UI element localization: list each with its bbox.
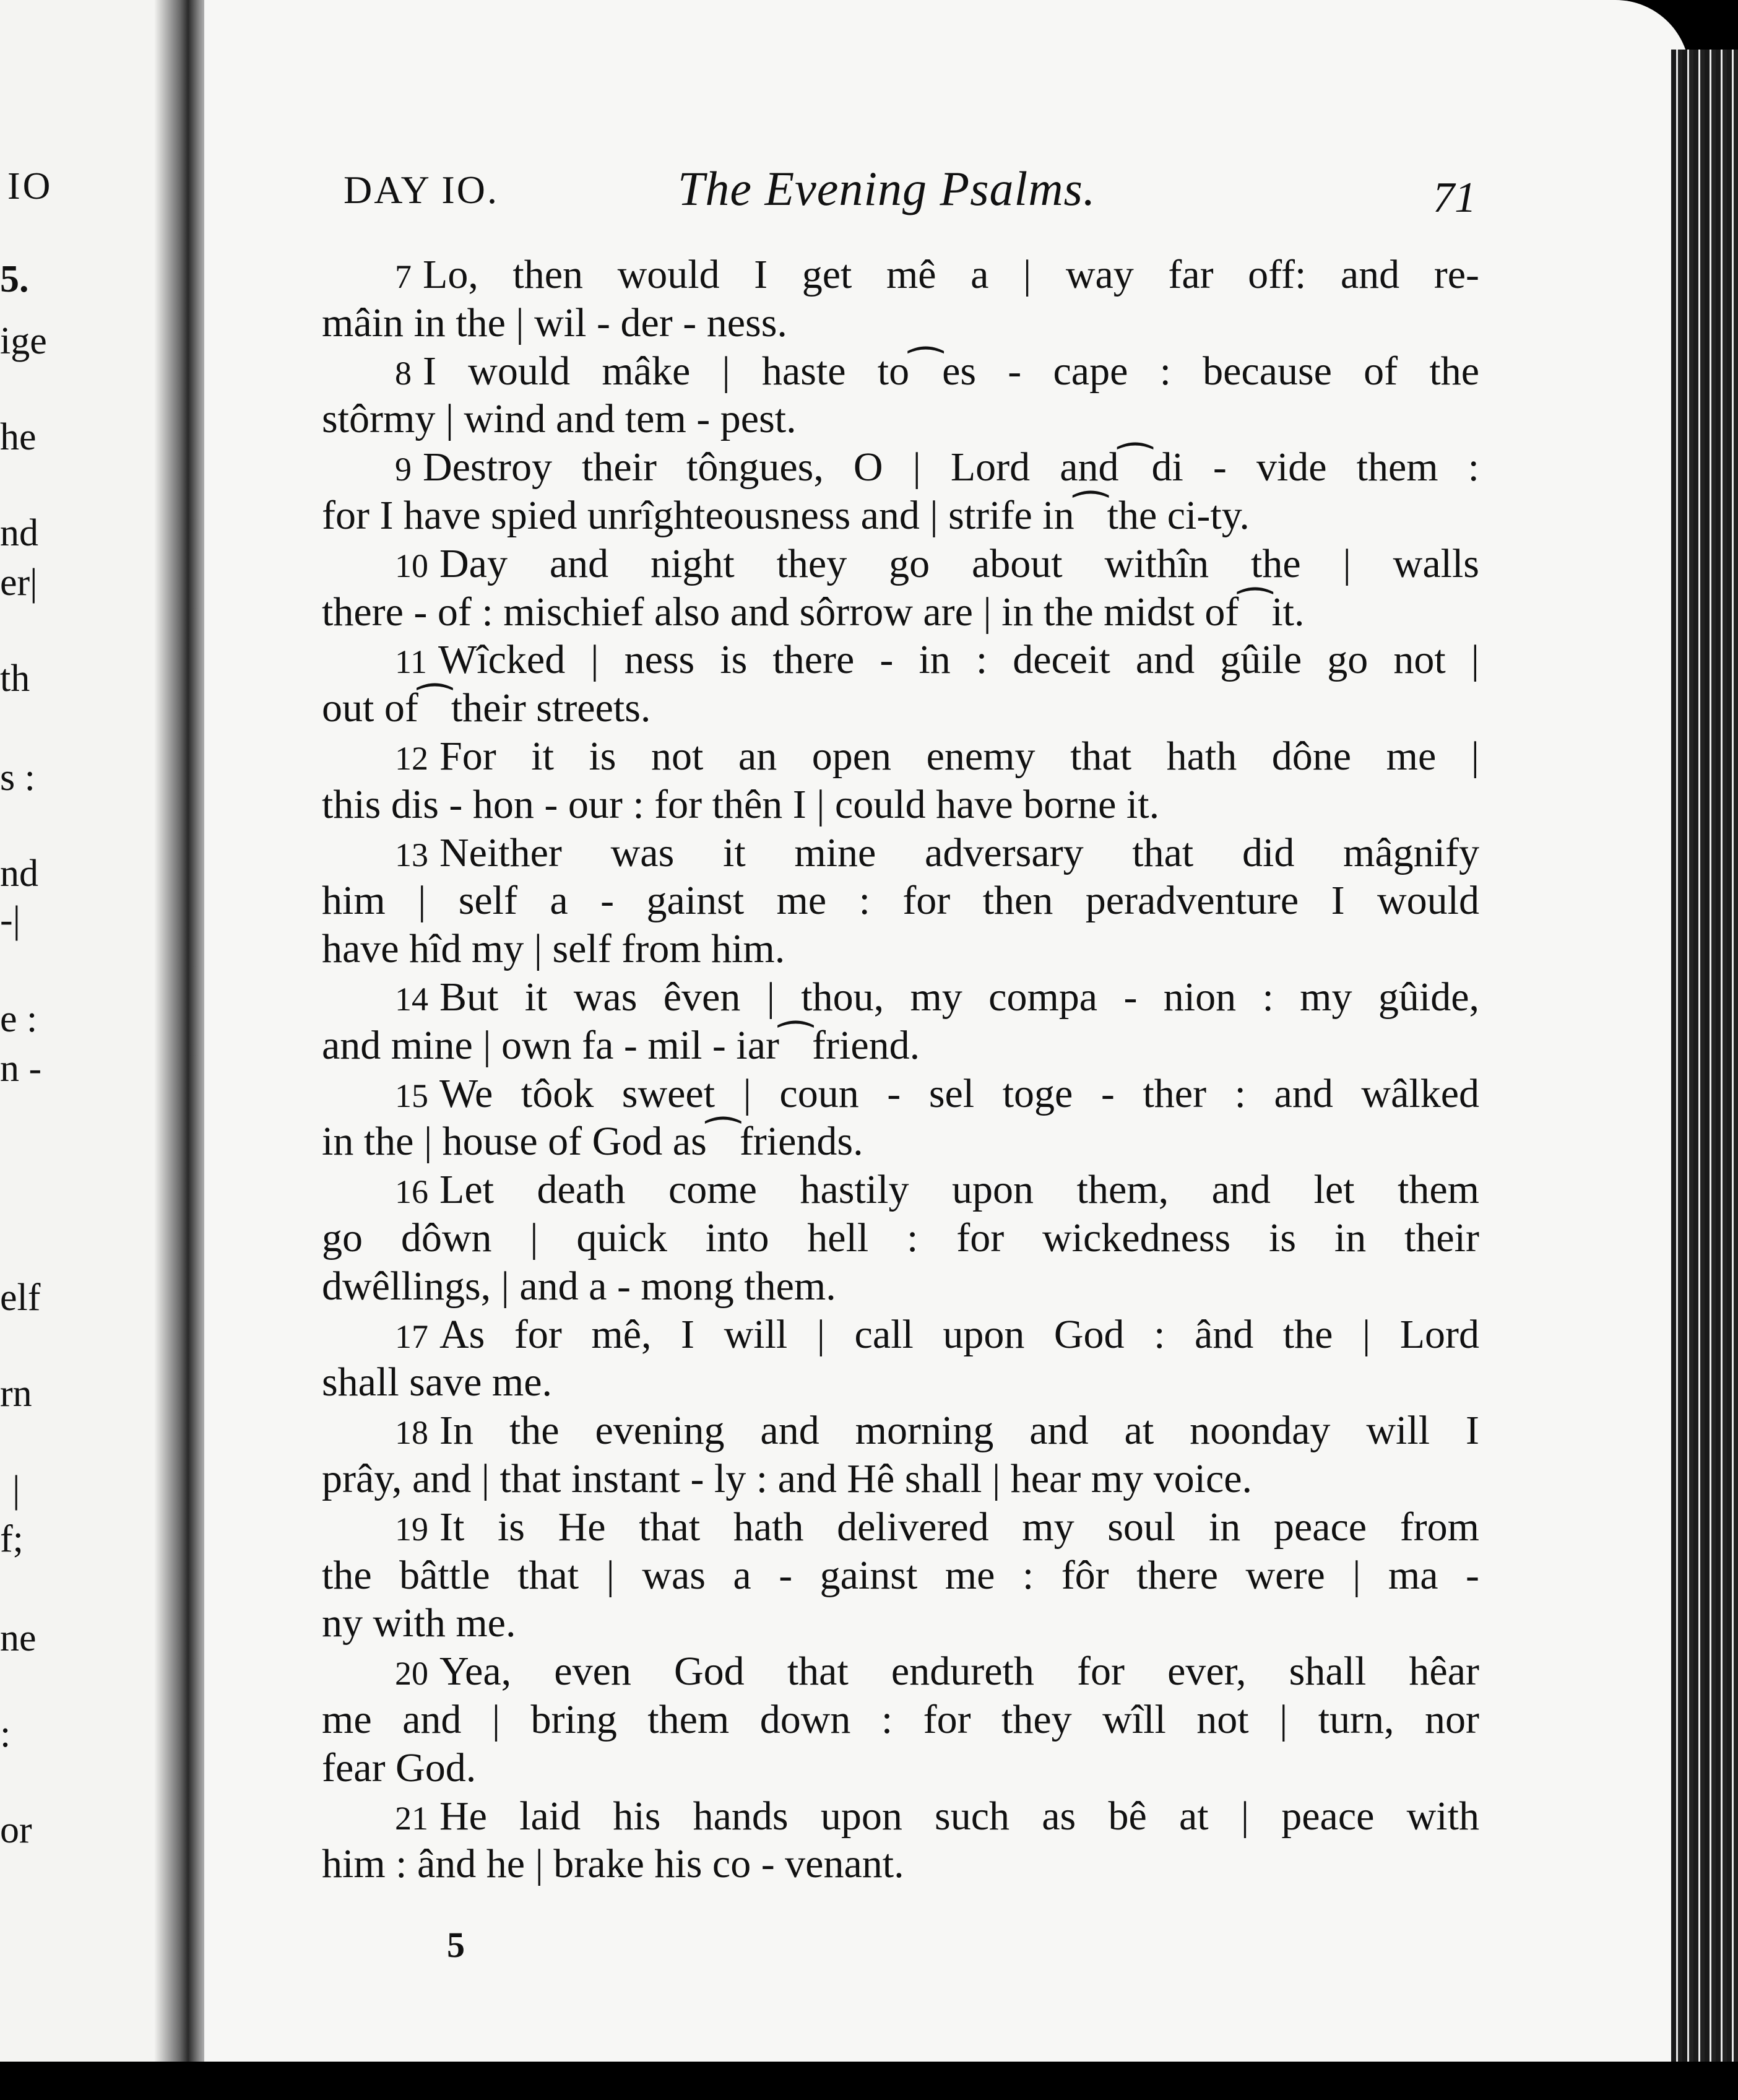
- verse-text: We tôok sweet | coun - sel toge - ther : and wâlked: [439, 1070, 1479, 1116]
- left-fragment: :: [0, 1713, 11, 1755]
- left-fragment: or: [0, 1809, 32, 1851]
- verse-line: [322, 1022, 1479, 1070]
- day-label: DAY IO.: [344, 168, 499, 212]
- left-fragment: nd: [0, 512, 38, 554]
- verse-number: 20: [395, 1655, 428, 1693]
- verse-line: [322, 877, 1479, 925]
- verse-number: 15: [395, 1077, 428, 1114]
- left-fragment: IO: [7, 165, 53, 207]
- left-fragment: elf: [0, 1277, 41, 1319]
- verse-number: 16: [395, 1173, 428, 1211]
- verse-text: the bâttle that | was a - gainst me : fôr there were | ma -: [322, 1552, 1479, 1598]
- verse-text: go dôwn | quick into hell : for wickedness is in their: [322, 1215, 1479, 1260]
- verse-line: [322, 588, 1479, 636]
- verse-text: have hîd my | self from him.: [322, 926, 785, 972]
- left-fragment: rn: [0, 1373, 32, 1415]
- verse-text: Wîcked | ness is there - in : deceit and gûile go not |: [438, 637, 1479, 683]
- psalm-verses: [322, 251, 1479, 1888]
- verse-text: ny with me.: [322, 1600, 516, 1646]
- verse-line: [322, 973, 1479, 1022]
- verse-text: in the | house of God as⁀friends.: [322, 1119, 863, 1165]
- verse-text: For it is not an open enemy that hath dône me |: [439, 733, 1479, 779]
- verse-number: 21: [395, 1799, 428, 1837]
- verse-text: I would mâke | haste to⁀es - cape : because of the: [423, 348, 1479, 394]
- verse-number: 14: [395, 980, 428, 1018]
- left-fragment: -|: [0, 899, 21, 941]
- verse-text: this dis - hon - our : for thên I | could have borne it.: [322, 781, 1160, 827]
- verse-text: It is He that hath delivered my soul in peace from: [439, 1504, 1479, 1550]
- verse-text: As for mê, I will | call upon God : ând the | Lord: [439, 1311, 1479, 1357]
- verse-line: [322, 395, 1479, 443]
- left-fragment: n -: [0, 1048, 42, 1090]
- verse-text: But it was êven | thou, my compa - nion : my gûide,: [439, 974, 1479, 1020]
- verse-line: [322, 1551, 1479, 1600]
- verse-text: Lo, then would I get mê a | way far off: and re-: [423, 252, 1479, 297]
- verse-line: [322, 1407, 1479, 1455]
- verse-text: mâin in the | wil - der - ness.: [322, 300, 787, 345]
- verse-line: [322, 1696, 1479, 1744]
- verse-line: [322, 1455, 1479, 1503]
- verse-number: 17: [395, 1317, 428, 1355]
- verse-text: prây, and | that instant - ly : and Hê shall | hear my voice.: [322, 1456, 1253, 1501]
- verse-line: [322, 1503, 1479, 1551]
- book-gutter: [155, 0, 210, 2062]
- verse-line: [322, 1840, 1479, 1888]
- verse-text: dwêllings, | and a - mong them.: [322, 1263, 836, 1309]
- verse-line: [322, 1262, 1479, 1311]
- verse-line: [322, 1792, 1479, 1841]
- verse-line: [322, 540, 1479, 588]
- verse-line: [322, 1358, 1479, 1407]
- verse-line: [322, 1214, 1479, 1262]
- verse-text: Yea, even God that endureth for ever, shall hêar: [439, 1649, 1479, 1694]
- verse-text: me and | bring them down : for they wîll not | turn, nor: [322, 1696, 1479, 1742]
- page-title: The Evening Psalms.: [678, 162, 1096, 215]
- verse-text: out of⁀their streets.: [322, 685, 651, 731]
- verse-text: him : ând he | brake his co - venant.: [322, 1841, 904, 1887]
- verse-number: 19: [395, 1510, 428, 1548]
- verse-line: [322, 1311, 1479, 1359]
- verse-text: He laid his hands upon such as bê at | peace with: [439, 1793, 1479, 1839]
- verse-text: Let death come hastily upon them, and let them: [439, 1167, 1479, 1213]
- left-fragment: f;: [0, 1518, 24, 1560]
- verse-text: and mine | own fa - mil - iar⁀friend.: [322, 1022, 920, 1068]
- left-fragment: ige: [0, 320, 47, 362]
- verse-line: [322, 636, 1479, 684]
- verse-number: 18: [395, 1414, 428, 1452]
- verse-text: for I have spied unrîghteousness and | strife in⁀the ci-ty.: [322, 492, 1250, 538]
- verse-line: [322, 732, 1479, 781]
- running-header: [344, 162, 1476, 223]
- verse-text: Neither was it mine adversary that did mâgnify: [439, 830, 1479, 875]
- verse-number: 13: [395, 836, 428, 874]
- verse-line: [322, 925, 1479, 973]
- left-fragment: e :: [0, 998, 38, 1040]
- left-fragment: |: [12, 1469, 20, 1511]
- left-facing-page: [0, 0, 181, 2062]
- verse-line: [322, 1070, 1479, 1118]
- verse-text: there - of : mischief also and sôrrow are | in the midst of⁀it.: [322, 589, 1305, 635]
- left-fragment: 5.: [0, 258, 29, 300]
- verse-number: 10: [395, 547, 428, 584]
- verse-line: [322, 829, 1479, 877]
- verse-number: 7: [395, 258, 412, 295]
- verse-text: stôrmy | wind and tem - pest.: [322, 396, 797, 442]
- verse-line: [322, 251, 1479, 299]
- verse-line: [322, 1599, 1479, 1647]
- verse-line: [322, 781, 1479, 829]
- verse-line: [322, 347, 1479, 396]
- verse-line: [322, 492, 1479, 540]
- verse-line: [322, 443, 1479, 492]
- verse-text: In the evening and morning and at noonday will I: [439, 1408, 1479, 1454]
- verse-text: shall save me.: [322, 1360, 553, 1405]
- scan-border: [0, 2062, 1738, 2100]
- verse-text: him | self a - gainst me : for then peradventure I would: [322, 878, 1479, 924]
- page-number: 71: [1433, 174, 1476, 222]
- verse-text: Day and night they go about withîn the | walls: [439, 540, 1479, 586]
- verse-line: [322, 1166, 1479, 1214]
- page-edges: [1671, 50, 1738, 2062]
- left-fragment: th: [0, 657, 30, 700]
- left-fragment: s :: [0, 757, 35, 799]
- verse-line: [322, 1744, 1479, 1792]
- verse-number: 12: [395, 739, 428, 777]
- verse-line: [322, 1647, 1479, 1696]
- left-fragment: nd: [0, 853, 38, 895]
- verse-line: [322, 684, 1479, 732]
- verse-text: fear God.: [322, 1745, 477, 1790]
- verse-text: Destroy their tôngues, O | Lord and⁀di - vide them :: [423, 445, 1479, 490]
- left-fragment: he: [0, 416, 37, 458]
- verse-number: 8: [395, 354, 412, 392]
- left-fragment: ne: [0, 1617, 37, 1659]
- left-fragment: er|: [0, 562, 38, 604]
- verse-number: 11: [395, 643, 427, 681]
- verse-number: 9: [395, 451, 412, 488]
- verse-line: [322, 299, 1479, 347]
- signature-mark: 5: [447, 1925, 465, 1965]
- verse-line: [322, 1117, 1479, 1166]
